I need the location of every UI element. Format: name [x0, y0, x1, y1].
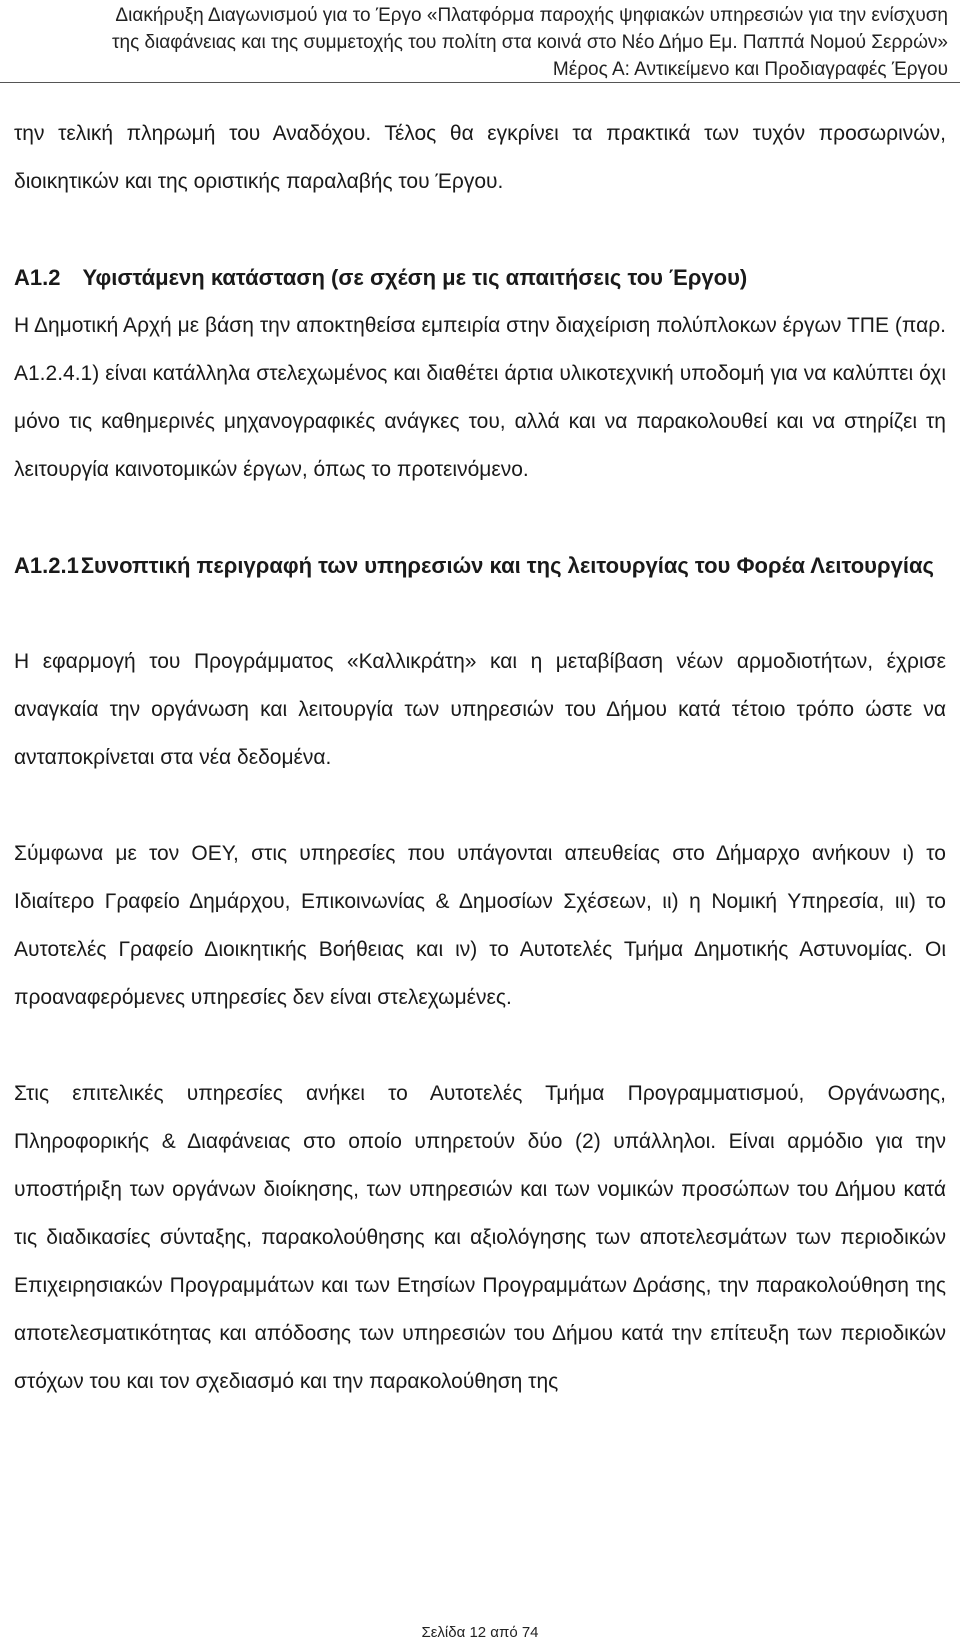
header-divider [0, 82, 960, 83]
paragraph-oey-services: Σύμφωνα με τον ΟΕΥ, στις υπηρεσίες που υπάγονται απευθείας στο Δήμαρχο ανήκουν ι) το Ιδιαίτερο Γραφείο Δημάρχου, Επικοινωνίας & Δημοσίων Σχέσεων, ιι) η Νομική Υπηρεσία, ιιι) το Αυτοτελές Γραφείο Διοικητικής Βοήθειας και ιν) το Αυτοτελές Τμήμα Δημοτικής Αστυνομίας. Οι προαναφερόμενες υπηρεσίες δεν είναι στελεχωμένες. [14, 842, 946, 1009]
subsection-title: Συνοπτική περιγραφή των υπηρεσιών και της λειτουργίας του Φορέα Λειτουργίας [80, 553, 934, 578]
section-number: Α1.2 [14, 265, 61, 290]
header-line-1: Διακήρυξη Διαγωνισμού για το Έργο «Πλατφόρμα παροχής ψηφιακών υπηρεσιών για την ενίσχυση [115, 5, 948, 26]
paragraph-staff-services: Στις επιτελικές υπηρεσίες ανήκει το Αυτοτελές Τμήμα Προγραμματισμού, Οργάνωσης, Πληροφορικής & Διαφάνειας στο οποίο υπηρετούν δύο (2) υπάλληλοι. Είναι αρμόδιο για την υποστήριξη των οργάνων διοίκησης, των υπηρεσιών και των νομικών προσώπων του Δήμου κατά τις διαδικασίες σύνταξης, παρακολούθησης και αξιολόγησης των αποτελεσμάτων των περιοδικών Επιχειρησιακών Προγραμμάτων και των Ετησίων Προγραμμάτων Δράσης, την παρακολούθηση της αποτελεσματικότητας και απόδοσης των υπηρεσιών του Δήμου κατά την επίτευξη των περιοδικών στόχων του και τον σχεδιασμό και την παρακολούθηση της [14, 1082, 946, 1393]
section-heading-a1-2-1 [14, 542, 946, 590]
intro-paragraph: την τελική πληρωμή του Αναδόχου. Τέλος θα εγκρίνει τα πρακτικά των τυχόν προσωρινών, διοικητικών και της οριστικής παραλαβής του Έργου. [14, 122, 946, 193]
paragraph-current-state: Η Δημοτική Αρχή με βάση την αποκτηθείσα εμπειρία στην διαχείριση πολύπλοκων έργων ΤΠΕ (παρ. Α1.2.4.1) είναι κατάλληλα στελεχωμένος και διαθέτει άρτια υλικοτεχνική υποδομή για να καλύπτει όχι μόνο τις καθημερινές μηχανογραφικές ανάγκες του, αλλά και να παρακολουθεί και να στηρίζει τη λειτουργία καινοτομικών έργων, όπως το προτεινόμενο. [14, 314, 946, 481]
header-line-2: της διαφάνειας και της συμμετοχής του πολίτη στα κοινά στο Νέο Δήμο Εμ. Παππά Νομού Σερρών» [112, 32, 948, 53]
document-body [14, 110, 946, 1406]
section-title: Υφιστάμενη κατάσταση (σε σχέση με τις απαιτήσεις του Έργου) [82, 265, 748, 290]
page-number: Σελίδα 12 από 74 [421, 1624, 539, 1641]
paragraph-kallikratis: Η εφαρμογή του Προγράμματος «Καλλικράτη» και η μεταβίβαση νέων αρμοδιοτήτων, έχρισε αναγκαία την οργάνωση και λειτουργία των υπηρεσιών του Δήμου κατά τέτοιο τρόπο ώστε να ανταποκρίνεται στα νέα δεδομένα. [14, 650, 946, 769]
page-header [0, 0, 948, 83]
subsection-number: Α1.2.1 [14, 553, 79, 578]
section-heading-a1-2 [14, 254, 946, 302]
header-line-3: Μέρος Α: Αντικείμενο και Προδιαγραφές Έργου [552, 59, 948, 80]
